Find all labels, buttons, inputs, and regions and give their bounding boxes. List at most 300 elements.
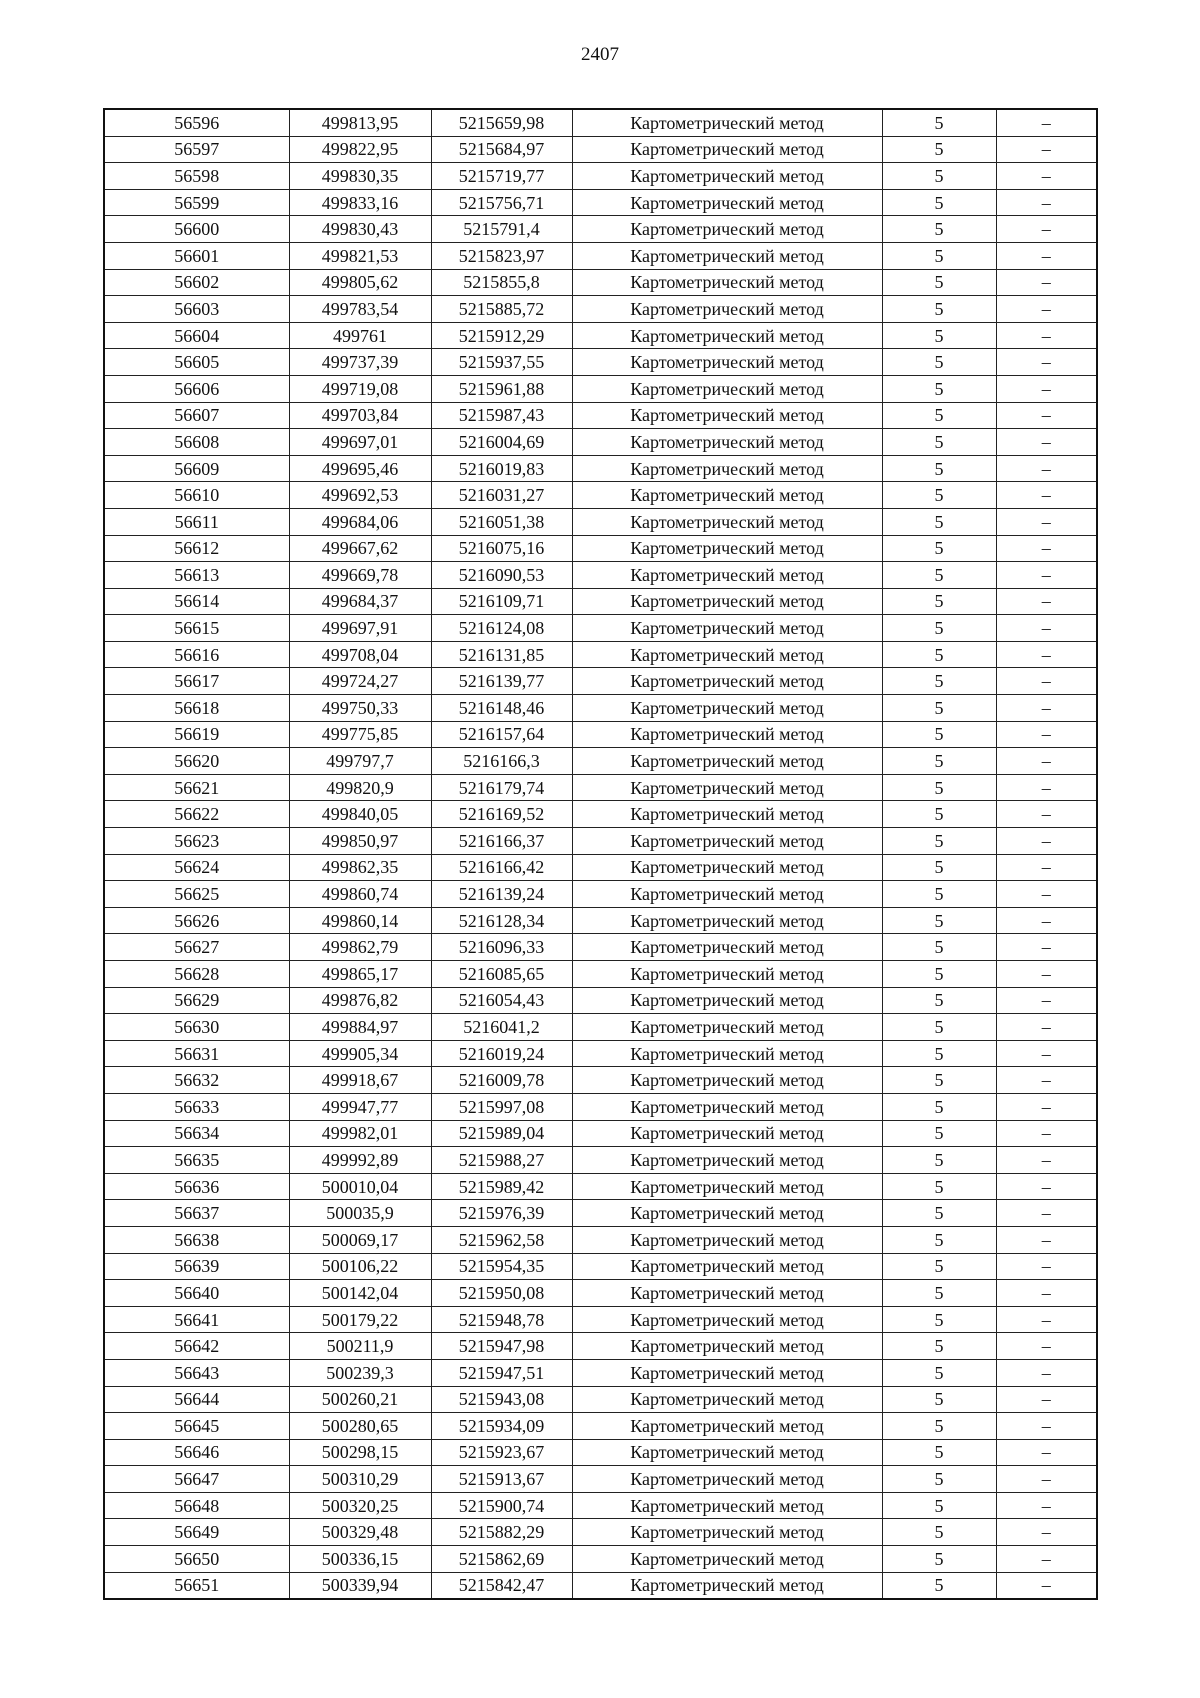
y-coordinate-cell: 5216090,53 (431, 562, 572, 589)
table-row (104, 1306, 1097, 1333)
description-cell: – (996, 269, 1097, 296)
y-coordinate-cell: 5215823,97 (431, 242, 572, 269)
point-number-cell: 56606 (104, 375, 289, 402)
table-row (104, 242, 1097, 269)
description-cell: – (996, 322, 1097, 349)
method-cell: Картометрический метод (572, 801, 882, 828)
point-number-cell: 56629 (104, 987, 289, 1014)
accuracy-cell: 5 (882, 1200, 996, 1227)
y-coordinate-cell: 5215962,58 (431, 1226, 572, 1253)
method-cell: Картометрический метод (572, 987, 882, 1014)
accuracy-cell: 5 (882, 136, 996, 163)
table-row (104, 1093, 1097, 1120)
point-number-cell: 56641 (104, 1306, 289, 1333)
page-number: 2407 (581, 44, 619, 65)
method-cell: Картометрический метод (572, 482, 882, 509)
table-row (104, 1386, 1097, 1413)
x-coordinate-cell: 500179,22 (289, 1306, 431, 1333)
accuracy-cell: 5 (882, 615, 996, 642)
point-number-cell: 56618 (104, 695, 289, 722)
point-number-cell: 56604 (104, 322, 289, 349)
y-coordinate-cell: 5216041,2 (431, 1014, 572, 1041)
method-cell: Картометрический метод (572, 1519, 882, 1546)
x-coordinate-cell: 500310,29 (289, 1466, 431, 1493)
table-row (104, 1519, 1097, 1546)
x-coordinate-cell: 499750,33 (289, 695, 431, 722)
accuracy-cell: 5 (882, 429, 996, 456)
description-cell: – (996, 1253, 1097, 1280)
y-coordinate-cell: 5215842,47 (431, 1572, 572, 1599)
description-cell: – (996, 668, 1097, 695)
method-cell: Картометрический метод (572, 562, 882, 589)
y-coordinate-cell: 5215913,67 (431, 1466, 572, 1493)
x-coordinate-cell: 499830,43 (289, 216, 431, 243)
x-coordinate-cell: 499840,05 (289, 801, 431, 828)
x-coordinate-cell: 500211,9 (289, 1333, 431, 1360)
point-number-cell: 56645 (104, 1413, 289, 1440)
method-cell: Картометрический метод (572, 1280, 882, 1307)
accuracy-cell: 5 (882, 375, 996, 402)
x-coordinate-cell: 500280,65 (289, 1413, 431, 1440)
point-number-cell: 56644 (104, 1386, 289, 1413)
table-row (104, 1333, 1097, 1360)
description-cell: – (996, 1093, 1097, 1120)
table-row (104, 1466, 1097, 1493)
x-coordinate-cell: 500142,04 (289, 1280, 431, 1307)
method-cell: Картометрический метод (572, 774, 882, 801)
point-number-cell: 56631 (104, 1040, 289, 1067)
x-coordinate-cell: 499876,82 (289, 987, 431, 1014)
point-number-cell: 56598 (104, 163, 289, 190)
y-coordinate-cell: 5215719,77 (431, 163, 572, 190)
y-coordinate-cell: 5215912,29 (431, 322, 572, 349)
description-cell: – (996, 1067, 1097, 1094)
accuracy-cell: 5 (882, 322, 996, 349)
point-number-cell: 56615 (104, 615, 289, 642)
description-cell: – (996, 1386, 1097, 1413)
point-number-cell: 56637 (104, 1200, 289, 1227)
table-row (104, 163, 1097, 190)
description-cell: – (996, 1200, 1097, 1227)
accuracy-cell: 5 (882, 801, 996, 828)
table-row (104, 668, 1097, 695)
x-coordinate-cell: 499884,97 (289, 1014, 431, 1041)
table-row (104, 1439, 1097, 1466)
table-row (104, 296, 1097, 323)
point-number-cell: 56596 (104, 109, 289, 136)
x-coordinate-cell: 499724,27 (289, 668, 431, 695)
description-cell: – (996, 1572, 1097, 1599)
accuracy-cell: 5 (882, 1572, 996, 1599)
accuracy-cell: 5 (882, 934, 996, 961)
method-cell: Картометрический метод (572, 748, 882, 775)
method-cell: Картометрический метод (572, 1014, 882, 1041)
method-cell: Картометрический метод (572, 1253, 882, 1280)
accuracy-cell: 5 (882, 1492, 996, 1519)
accuracy-cell: 5 (882, 189, 996, 216)
accuracy-cell: 5 (882, 828, 996, 855)
method-cell: Картометрический метод (572, 1333, 882, 1360)
y-coordinate-cell: 5216179,74 (431, 774, 572, 801)
description-cell: – (996, 1147, 1097, 1174)
y-coordinate-cell: 5215882,29 (431, 1519, 572, 1546)
y-coordinate-cell: 5215948,78 (431, 1306, 572, 1333)
y-coordinate-cell: 5215937,55 (431, 349, 572, 376)
x-coordinate-cell: 500329,48 (289, 1519, 431, 1546)
method-cell: Картометрический метод (572, 881, 882, 908)
method-cell: Картометрический метод (572, 429, 882, 456)
table-row (104, 322, 1097, 349)
x-coordinate-cell: 499695,46 (289, 455, 431, 482)
accuracy-cell: 5 (882, 1173, 996, 1200)
y-coordinate-cell: 5216139,24 (431, 881, 572, 908)
description-cell: – (996, 375, 1097, 402)
x-coordinate-cell: 499667,62 (289, 535, 431, 562)
accuracy-cell: 5 (882, 402, 996, 429)
y-coordinate-cell: 5215989,04 (431, 1120, 572, 1147)
method-cell: Картометрический метод (572, 1439, 882, 1466)
accuracy-cell: 5 (882, 109, 996, 136)
table-row (104, 455, 1097, 482)
table-row (104, 1359, 1097, 1386)
description-cell: – (996, 641, 1097, 668)
table-row (104, 1226, 1097, 1253)
method-cell: Картометрический метод (572, 1466, 882, 1493)
x-coordinate-cell: 499821,53 (289, 242, 431, 269)
y-coordinate-cell: 5216166,3 (431, 748, 572, 775)
description-cell: – (996, 881, 1097, 908)
x-coordinate-cell: 500298,15 (289, 1439, 431, 1466)
method-cell: Картометрический метод (572, 1067, 882, 1094)
point-number-cell: 56607 (104, 402, 289, 429)
point-number-cell: 56648 (104, 1492, 289, 1519)
description-cell: – (996, 588, 1097, 615)
accuracy-cell: 5 (882, 455, 996, 482)
description-cell: – (996, 961, 1097, 988)
description-cell: – (996, 1413, 1097, 1440)
table-row (104, 109, 1097, 136)
method-cell: Картометрический метод (572, 216, 882, 243)
point-number-cell: 56639 (104, 1253, 289, 1280)
y-coordinate-cell: 5215987,43 (431, 402, 572, 429)
accuracy-cell: 5 (882, 1386, 996, 1413)
y-coordinate-cell: 5215947,51 (431, 1359, 572, 1386)
point-number-cell: 56621 (104, 774, 289, 801)
description-cell: – (996, 1359, 1097, 1386)
y-coordinate-cell: 5215961,88 (431, 375, 572, 402)
point-number-cell: 56619 (104, 721, 289, 748)
y-coordinate-cell: 5215934,09 (431, 1413, 572, 1440)
description-cell: – (996, 934, 1097, 961)
point-number-cell: 56628 (104, 961, 289, 988)
x-coordinate-cell: 499865,17 (289, 961, 431, 988)
point-number-cell: 56614 (104, 588, 289, 615)
y-coordinate-cell: 5215862,69 (431, 1546, 572, 1573)
accuracy-cell: 5 (882, 163, 996, 190)
method-cell: Картометрический метод (572, 907, 882, 934)
description-cell: – (996, 482, 1097, 509)
x-coordinate-cell: 499684,37 (289, 588, 431, 615)
point-number-cell: 56638 (104, 1226, 289, 1253)
x-coordinate-cell: 499669,78 (289, 562, 431, 589)
point-number-cell: 56610 (104, 482, 289, 509)
accuracy-cell: 5 (882, 961, 996, 988)
y-coordinate-cell: 5215947,98 (431, 1333, 572, 1360)
table-row (104, 1173, 1097, 1200)
x-coordinate-cell: 499775,85 (289, 721, 431, 748)
accuracy-cell: 5 (882, 242, 996, 269)
x-coordinate-cell: 500260,21 (289, 1386, 431, 1413)
y-coordinate-cell: 5215954,35 (431, 1253, 572, 1280)
table-row (104, 216, 1097, 243)
point-number-cell: 56632 (104, 1067, 289, 1094)
accuracy-cell: 5 (882, 1093, 996, 1120)
method-cell: Картометрический метод (572, 828, 882, 855)
description-cell: – (996, 189, 1097, 216)
method-cell: Картометрический метод (572, 1413, 882, 1440)
point-number-cell: 56600 (104, 216, 289, 243)
x-coordinate-cell: 499697,01 (289, 429, 431, 456)
accuracy-cell: 5 (882, 1040, 996, 1067)
table-row (104, 641, 1097, 668)
coordinates-table-body (104, 109, 1097, 1599)
x-coordinate-cell: 499822,95 (289, 136, 431, 163)
method-cell: Картометрический метод (572, 934, 882, 961)
description-cell: – (996, 854, 1097, 881)
point-number-cell: 56651 (104, 1572, 289, 1599)
y-coordinate-cell: 5216124,08 (431, 615, 572, 642)
x-coordinate-cell: 499850,97 (289, 828, 431, 855)
table-row (104, 1120, 1097, 1147)
point-number-cell: 56608 (104, 429, 289, 456)
accuracy-cell: 5 (882, 1333, 996, 1360)
y-coordinate-cell: 5216019,83 (431, 455, 572, 482)
description-cell: – (996, 1040, 1097, 1067)
description-cell: – (996, 562, 1097, 589)
point-number-cell: 56646 (104, 1439, 289, 1466)
accuracy-cell: 5 (882, 987, 996, 1014)
description-cell: – (996, 907, 1097, 934)
y-coordinate-cell: 5215923,67 (431, 1439, 572, 1466)
description-cell: – (996, 1333, 1097, 1360)
x-coordinate-cell: 499737,39 (289, 349, 431, 376)
method-cell: Картометрический метод (572, 189, 882, 216)
point-number-cell: 56643 (104, 1359, 289, 1386)
table-row (104, 402, 1097, 429)
accuracy-cell: 5 (882, 1359, 996, 1386)
table-row (104, 1067, 1097, 1094)
description-cell: – (996, 1014, 1097, 1041)
x-coordinate-cell: 499708,04 (289, 641, 431, 668)
method-cell: Картометрический метод (572, 721, 882, 748)
table-row (104, 508, 1097, 535)
table-row (104, 269, 1097, 296)
y-coordinate-cell: 5216131,85 (431, 641, 572, 668)
point-number-cell: 56642 (104, 1333, 289, 1360)
y-coordinate-cell: 5216051,38 (431, 508, 572, 535)
description-cell: – (996, 296, 1097, 323)
method-cell: Картометрический метод (572, 1173, 882, 1200)
method-cell: Картометрический метод (572, 1226, 882, 1253)
accuracy-cell: 5 (882, 774, 996, 801)
table-row (104, 1572, 1097, 1599)
accuracy-cell: 5 (882, 695, 996, 722)
y-coordinate-cell: 5216166,37 (431, 828, 572, 855)
x-coordinate-cell: 499860,74 (289, 881, 431, 908)
point-number-cell: 56627 (104, 934, 289, 961)
y-coordinate-cell: 5216109,71 (431, 588, 572, 615)
accuracy-cell: 5 (882, 748, 996, 775)
method-cell: Картометрический метод (572, 615, 882, 642)
method-cell: Картометрический метод (572, 1120, 882, 1147)
point-number-cell: 56625 (104, 881, 289, 908)
y-coordinate-cell: 5216166,42 (431, 854, 572, 881)
table-row (104, 375, 1097, 402)
method-cell: Картометрический метод (572, 1546, 882, 1573)
point-number-cell: 56622 (104, 801, 289, 828)
table-row (104, 562, 1097, 589)
accuracy-cell: 5 (882, 641, 996, 668)
method-cell: Картометрический метод (572, 242, 882, 269)
method-cell: Картометрический метод (572, 1572, 882, 1599)
table-row (104, 429, 1097, 456)
point-number-cell: 56630 (104, 1014, 289, 1041)
method-cell: Картометрический метод (572, 349, 882, 376)
method-cell: Картометрический метод (572, 402, 882, 429)
y-coordinate-cell: 5216139,77 (431, 668, 572, 695)
description-cell: – (996, 242, 1097, 269)
point-number-cell: 56597 (104, 136, 289, 163)
table-row (104, 961, 1097, 988)
point-number-cell: 56636 (104, 1173, 289, 1200)
description-cell: – (996, 774, 1097, 801)
x-coordinate-cell: 499805,62 (289, 269, 431, 296)
accuracy-cell: 5 (882, 1014, 996, 1041)
y-coordinate-cell: 5216085,65 (431, 961, 572, 988)
table-row (104, 828, 1097, 855)
description-cell: – (996, 429, 1097, 456)
method-cell: Картометрический метод (572, 322, 882, 349)
y-coordinate-cell: 5216019,24 (431, 1040, 572, 1067)
table-row (104, 1280, 1097, 1307)
y-coordinate-cell: 5215943,08 (431, 1386, 572, 1413)
description-cell: – (996, 535, 1097, 562)
table-row (104, 349, 1097, 376)
x-coordinate-cell: 500239,3 (289, 1359, 431, 1386)
y-coordinate-cell: 5215885,72 (431, 296, 572, 323)
x-coordinate-cell: 499862,35 (289, 854, 431, 881)
point-number-cell: 56635 (104, 1147, 289, 1174)
table-row (104, 1253, 1097, 1280)
x-coordinate-cell: 500106,22 (289, 1253, 431, 1280)
table-row (104, 934, 1097, 961)
y-coordinate-cell: 5215756,71 (431, 189, 572, 216)
point-number-cell: 56613 (104, 562, 289, 589)
accuracy-cell: 5 (882, 1280, 996, 1307)
x-coordinate-cell: 499982,01 (289, 1120, 431, 1147)
y-coordinate-cell: 5216157,64 (431, 721, 572, 748)
point-number-cell: 56611 (104, 508, 289, 535)
table-row (104, 1492, 1097, 1519)
y-coordinate-cell: 5215988,27 (431, 1147, 572, 1174)
description-cell: – (996, 748, 1097, 775)
x-coordinate-cell: 499697,91 (289, 615, 431, 642)
accuracy-cell: 5 (882, 588, 996, 615)
description-cell: – (996, 615, 1097, 642)
point-number-cell: 56601 (104, 242, 289, 269)
description-cell: – (996, 1173, 1097, 1200)
description-cell: – (996, 1492, 1097, 1519)
point-number-cell: 56602 (104, 269, 289, 296)
method-cell: Картометрический метод (572, 1093, 882, 1120)
table-row (104, 1546, 1097, 1573)
description-cell: – (996, 508, 1097, 535)
description-cell: – (996, 828, 1097, 855)
table-row (104, 881, 1097, 908)
x-coordinate-cell: 500320,25 (289, 1492, 431, 1519)
y-coordinate-cell: 5216169,52 (431, 801, 572, 828)
point-number-cell: 56647 (104, 1466, 289, 1493)
x-coordinate-cell: 499692,53 (289, 482, 431, 509)
y-coordinate-cell: 5216004,69 (431, 429, 572, 456)
point-number-cell: 56633 (104, 1093, 289, 1120)
point-number-cell: 56612 (104, 535, 289, 562)
accuracy-cell: 5 (882, 907, 996, 934)
y-coordinate-cell: 5215989,42 (431, 1173, 572, 1200)
accuracy-cell: 5 (882, 1306, 996, 1333)
point-number-cell: 56617 (104, 668, 289, 695)
y-coordinate-cell: 5215659,98 (431, 109, 572, 136)
accuracy-cell: 5 (882, 1466, 996, 1493)
description-cell: – (996, 987, 1097, 1014)
method-cell: Картометрический метод (572, 455, 882, 482)
table-row (104, 721, 1097, 748)
x-coordinate-cell: 499905,34 (289, 1040, 431, 1067)
y-coordinate-cell: 5216148,46 (431, 695, 572, 722)
description-cell: – (996, 1306, 1097, 1333)
accuracy-cell: 5 (882, 1519, 996, 1546)
point-number-cell: 56609 (104, 455, 289, 482)
method-cell: Картометрический метод (572, 1359, 882, 1386)
method-cell: Картометрический метод (572, 1040, 882, 1067)
table-row (104, 1413, 1097, 1440)
description-cell: – (996, 349, 1097, 376)
y-coordinate-cell: 5215900,74 (431, 1492, 572, 1519)
accuracy-cell: 5 (882, 535, 996, 562)
accuracy-cell: 5 (882, 216, 996, 243)
accuracy-cell: 5 (882, 562, 996, 589)
y-coordinate-cell: 5215855,8 (431, 269, 572, 296)
x-coordinate-cell: 499703,84 (289, 402, 431, 429)
method-cell: Картометрический метод (572, 695, 882, 722)
table-row (104, 695, 1097, 722)
y-coordinate-cell: 5216054,43 (431, 987, 572, 1014)
method-cell: Картометрический метод (572, 1492, 882, 1519)
description-cell: – (996, 216, 1097, 243)
accuracy-cell: 5 (882, 721, 996, 748)
x-coordinate-cell: 499833,16 (289, 189, 431, 216)
accuracy-cell: 5 (882, 668, 996, 695)
point-number-cell: 56603 (104, 296, 289, 323)
x-coordinate-cell: 500069,17 (289, 1226, 431, 1253)
x-coordinate-cell: 500035,9 (289, 1200, 431, 1227)
x-coordinate-cell: 500339,94 (289, 1572, 431, 1599)
point-number-cell: 56620 (104, 748, 289, 775)
method-cell: Картометрический метод (572, 1306, 882, 1333)
accuracy-cell: 5 (882, 1413, 996, 1440)
method-cell: Картометрический метод (572, 1147, 882, 1174)
table-row (104, 535, 1097, 562)
